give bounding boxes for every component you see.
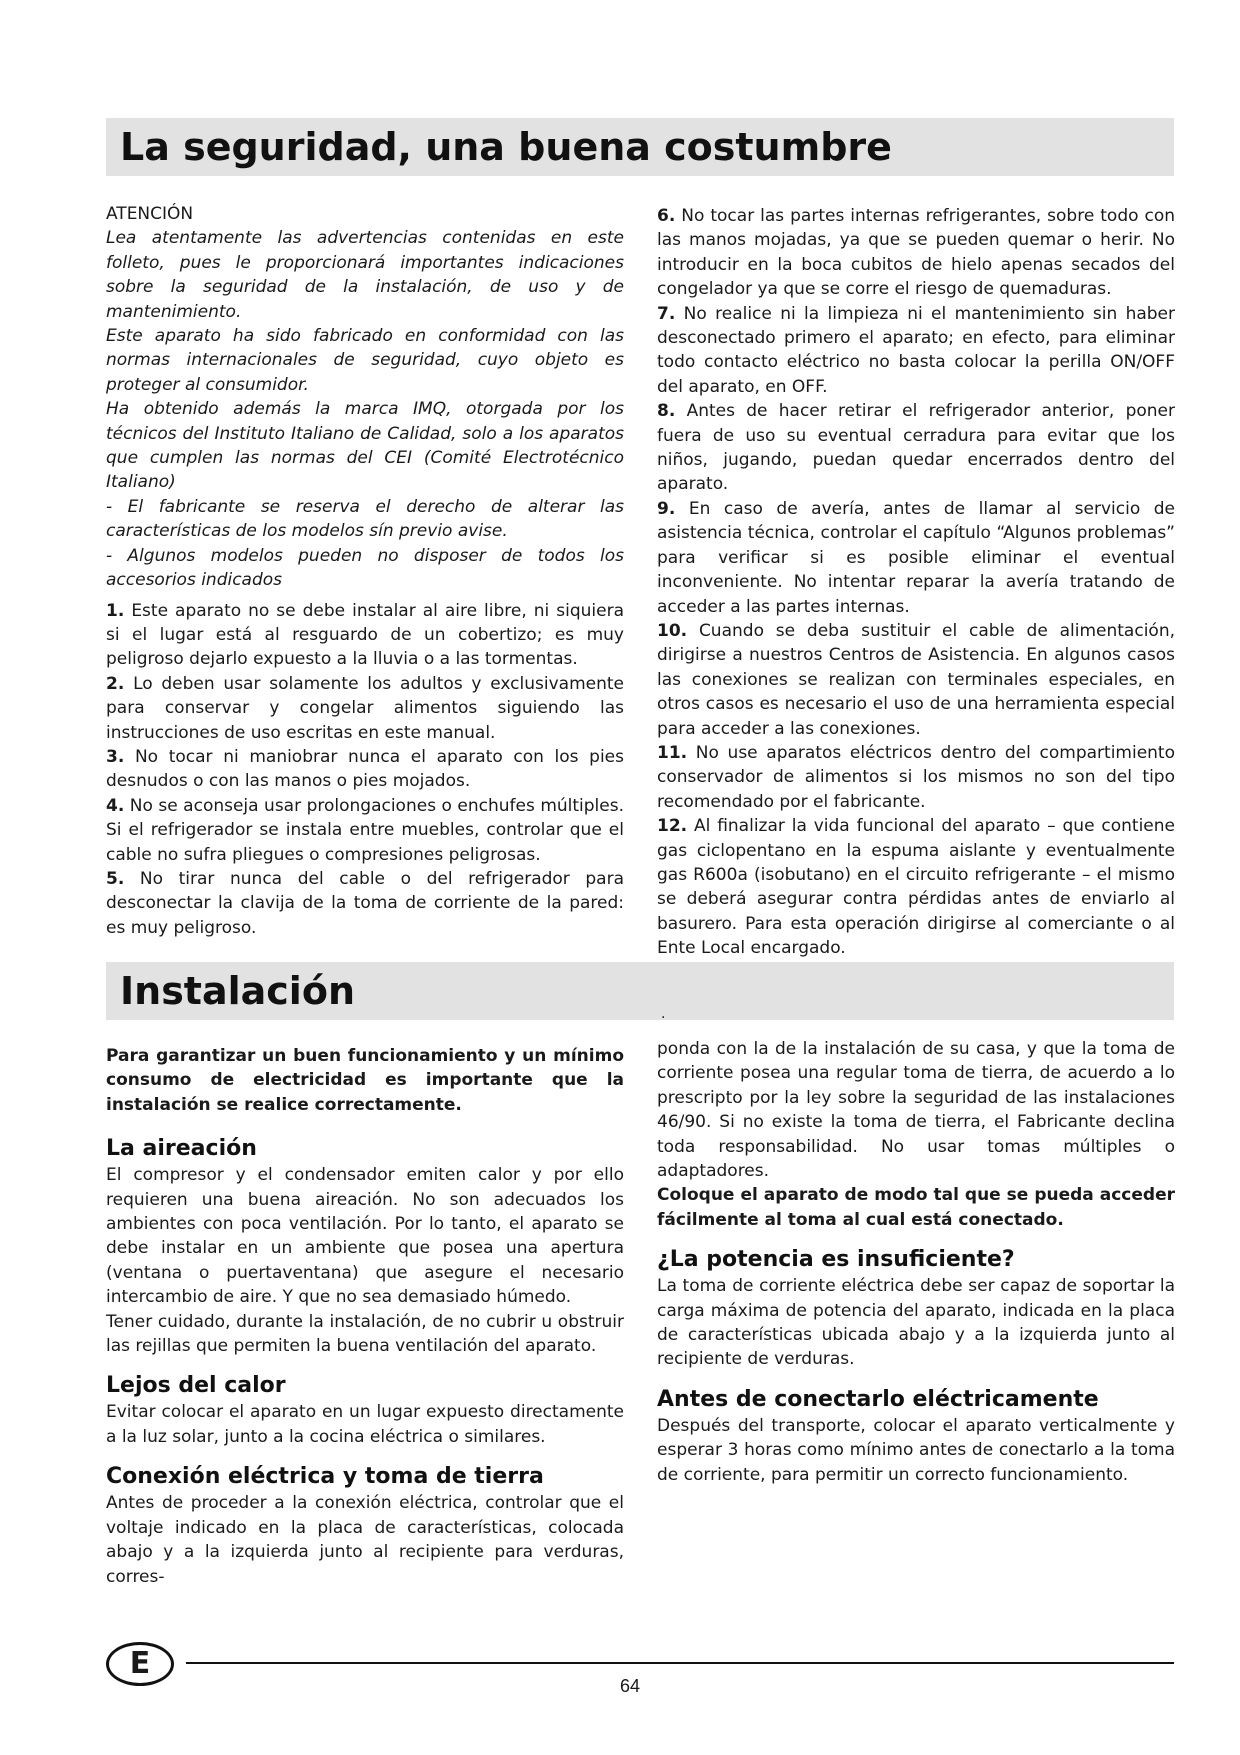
safety-item: 3. No tocar ni maniobrar nunca el aparato con los pies desnudos o con las manos o pies mojados. [106, 746, 624, 792]
safety-item: 4. No se aconseja usar prolongaciones o enchufes múltiples. Si el refrigerador se instala entre muebles, controlar que el cable no sufra pliegues o compresiones peligrosas. [106, 795, 624, 865]
safety-item: 1. Este aparato no se debe instalar al aire libre, ni siquiera si el lugar está al resguardo de un cobertizo; es muy peligroso dejarlo expuesto a la lluvia o a las tormentas. [106, 600, 625, 670]
safety-item: 11. No use aparatos eléctricos dentro del compartimiento conservador de alimentos si los mismos no son del tipo recomendado por el fabricante. [657, 742, 1175, 812]
instalacion-intro: Para garantizar un buen funcionamiento y un mínimo consumo de electricidad es importante que la instalación se realice correctamente. [106, 1046, 624, 1115]
safety-item: 9. En caso de avería, antes de llamar al servicio de asistencia técnica, controlar el capítulo “Algunos problemas” para verificar si es posible eliminar el eventual inconveniente. No intentar reparar la avería tratando de acceder a las partes internas. [657, 498, 1175, 617]
heading-antes-conectar: Antes de conectarlo eléctricamente [657, 1386, 1099, 1412]
language-badge: E [106, 1642, 174, 1686]
stray-dot: . [661, 1006, 666, 1022]
footer-rule [186, 1662, 1174, 1664]
heading-lejos-calor: Lejos del calor [106, 1373, 286, 1399]
heading-aireacion: La aireación [106, 1136, 257, 1162]
instalacion-right-column [657, 1037, 1175, 1487]
intro-paragraph: - El fabricante se reserva el derecho de alterar las características de los modelos sín previo avise. [106, 496, 624, 542]
seguridad-left-column [106, 202, 624, 940]
safety-item: 6. No tocar las partes internas refrigerantes, sobre todo con las manos mojadas, ya que se pueden quemar o herir. No introducir en la boca cubitos de hielo apenas secados del congelador ya que se corre el riesgo de quemaduras. [657, 206, 1176, 300]
seguridad-right-column [657, 204, 1175, 961]
conexion-paragraph: Antes de proceder a la conexión eléctrica, controlar que el voltaje indicado en la placa de características, colocada abajo y a la izquierda junto al recipiente para verduras, corres- [106, 1493, 624, 1587]
antes-paragraph: Después del transporte, colocar el aparato verticalmente y esperar 3 horas como mínimo antes de conectarlo a la toma de corriente, para permitir un correcto funcionamiento. [657, 1415, 1175, 1485]
section-header-seguridad [106, 118, 1174, 176]
section-header-instalacion [106, 962, 1174, 1020]
safety-item: 5. No tirar nunca del cable o del refrigerador para desconectar la clavija de la toma de corriente de la pared: es muy peligroso. [106, 868, 625, 938]
section-title: La seguridad, una buena costumbre [120, 125, 892, 169]
heading-potencia: ¿La potencia es insuficiente? [657, 1247, 1015, 1273]
safety-item: 7. No realice ni la limpieza ni el mantenimiento sin haber desconectado primero el aparato; en efecto, para eliminar todo contacto eléctrico no basta colocar la perilla ON/OFF del aparato, en OFF. [657, 303, 1175, 397]
aireacion-paragraph: Tener cuidado, durante la instalación, de no cubrir u obstruir las rejillas que permiten la buena ventilación del aparato. [106, 1311, 624, 1357]
conexion-bold-note: Coloque el aparato de modo tal que se pueda acceder fácilmente al toma al cual está conectado. [657, 1185, 1175, 1230]
atencion-label: ATENCIÓN [106, 204, 194, 224]
safety-item: 12. Al finalizar la vida funcional del aparato – que contiene gas ciclopentano en la espuma aislante y eventualmente gas R600a (isobutano) en el circuito refrigerante – el mismo se deberá asegurar contra pérdidas antes de enviarlo al basurero. Para esta operación dirigirse al comerciante o al Ente Local encargado. [657, 816, 1175, 959]
safety-item: 8. Antes de hacer retirar el refrigerador anterior, poner fuera de uso su eventual cerradura para evitar que los niños, jugando, puedan quedar encerrados dentro del aparato. [657, 401, 1175, 495]
section-title: Instalación [120, 969, 355, 1013]
page-number: 64 [619, 1676, 641, 1696]
intro-paragraph: Este aparato ha sido fabricado en conformidad con las normas internacionales de seguridad, cuyo objeto es proteger al consumidor. [106, 326, 624, 395]
safety-item: 2. Lo deben usar solamente los adultos y exclusivamente para conservar y congelar alimentos siguiendo las instrucciones de uso escritas en este manual. [106, 673, 624, 743]
heading-conexion: Conexión eléctrica y toma de tierra [106, 1464, 544, 1490]
safety-item: 10. Cuando se deba sustituir el cable de alimentación, dirigirse a nuestros Centros de Asistencia. En algunos casos las conexiones se realizan con terminales especiales, en otros casos es necesario el uso de una herramienta especial para acceder a las conexiones. [657, 620, 1175, 739]
instalacion-left-column [106, 1044, 624, 1589]
aireacion-paragraph: El compresor y el condensador emiten calor y por ello requieren una buena aireación. No son adecuados los ambientes con poca ventilación. Por lo tanto, el aparato se debe instalar en un ambiente que posea una apertura (ventana o puertaventana) que asegure el necesario intercambio de aire. Y que no sea demasiado húmedo. [106, 1165, 624, 1308]
intro-paragraph: Lea atentamente las advertencias contenidas en este folleto, pues le proporcionará importantes indicaciones sobre la seguridad de la instalación, de uso y de mantenimiento. [106, 228, 624, 322]
calor-paragraph: Evitar colocar el aparato en un lugar expuesto directamente a la luz solar, junto a la cocina eléctrica o similares. [106, 1402, 624, 1447]
potencia-paragraph: La toma de corriente eléctrica debe ser capaz de soportar la carga máxima de potencia del aparato, indicada en la placa de características ubicada abajo y a la izquierda junto al recipiente de verduras. [657, 1276, 1175, 1370]
conexion-paragraph-cont: ponda con la de la instalación de su casa, y que la toma de corriente posea una regular toma de tierra, de acuerdo a lo prescripto por la ley sobre la seguridad de las instalaciones 46/90. Si no existe la toma de tierra, el Fabricante declina toda responsabilidad. No usar tomas múltiples o adaptadores. [657, 1039, 1175, 1182]
intro-paragraph: Ha obtenido además la marca IMQ, otorgada por los técnicos del Instituto Italiano de Calidad, solo a los aparatos que cumplen las normas del CEI (Comité Electrotécnico Italiano) [106, 399, 624, 493]
intro-paragraph: - Algunos modelos pueden no disposer de todos los accesorios indicados [106, 545, 624, 591]
